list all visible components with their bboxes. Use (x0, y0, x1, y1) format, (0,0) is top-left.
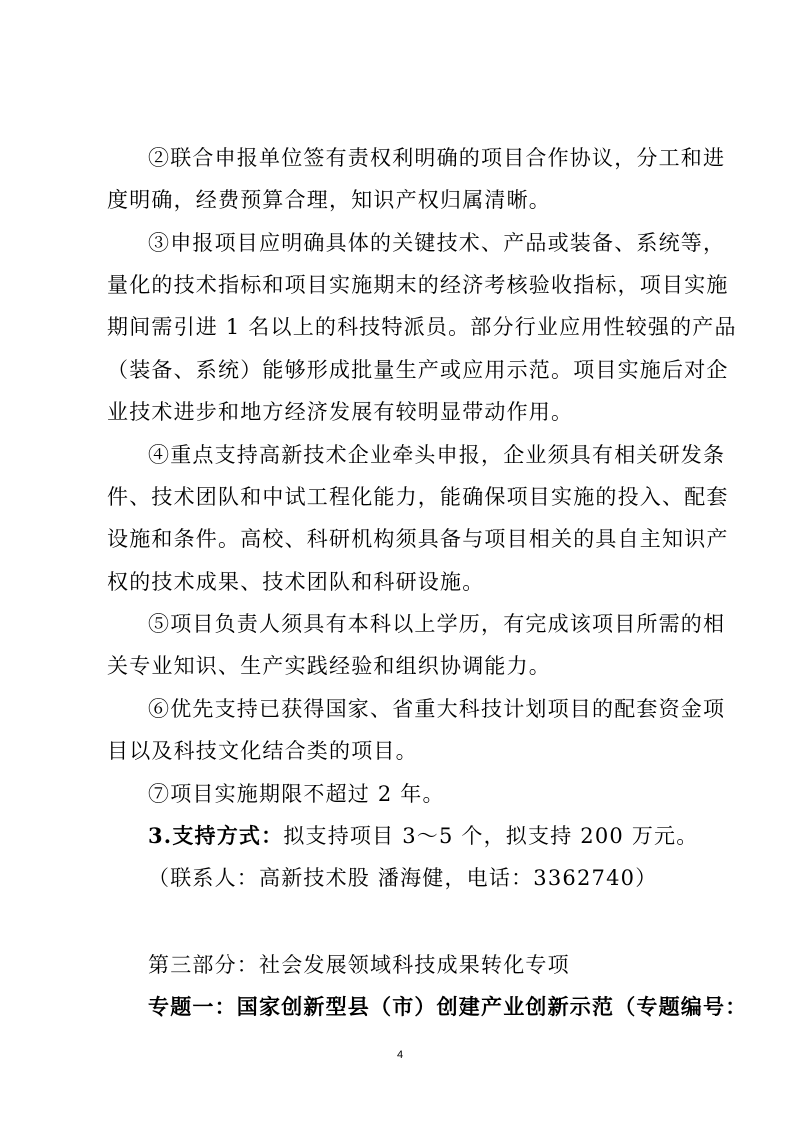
paragraph-2-line-1: ②联合申报单位签有责权利明确的项目合作协议，分工和进 (148, 146, 726, 170)
support-method-line (148, 822, 698, 850)
paragraph-5-line-1: ⑤项目负责人须具有本科以上学历，有完成该项目所需的相 (148, 612, 726, 636)
paragraph-3-line-4: （装备、系统）能够形成批量生产或应用示范。项目实施后对企 (107, 358, 729, 382)
support-method-text: 拟支持项目 3～5 个，拟支持 200 万元。 (283, 824, 699, 848)
paragraph-3-line-3: 期间需引进 1 名以上的科技特派员。部分行业应用性较强的产品 (107, 315, 737, 339)
paragraph-7: ⑦项目实施期限不超过 2 年。 (148, 782, 445, 806)
paragraph-5-line-2: 关专业知识、生产实践经验和组织协调能力。 (107, 654, 551, 678)
topic-one-heading: 专题一：国家创新型县（市）创建产业创新示范（专题编号： (148, 994, 748, 1019)
paragraph-4-line-4: 权的技术成果、技术团队和科研设施。 (107, 570, 485, 594)
paragraph-2-line-2: 度明确，经费预算合理，知识产权归属清晰。 (107, 188, 551, 212)
paragraph-6-line-2: 目以及科技文化结合类的项目。 (107, 739, 418, 763)
contact-line: （联系人：高新技术股 潘海健，电话：3362740） (148, 866, 658, 890)
paragraph-4-line-1: ④重点支持高新技术企业牵头申报，企业须具有相关研发条 (148, 443, 726, 467)
paragraph-3-line-5: 业技术进步和地方经济发展有较明显带动作用。 (107, 400, 574, 424)
paragraph-3-line-1: ③申报项目应明确具体的关键技术、产品或装备、系统等， (148, 231, 726, 255)
paragraph-4-line-3: 设施和条件。高校、科研机构须具备与项目相关的具自主知识产 (107, 527, 729, 551)
page-number: 4 (396, 1049, 404, 1061)
support-method-label: 3.支持方式： (148, 823, 284, 848)
part-three-heading: 第三部分：社会发展领域科技成果转化专项 (148, 953, 570, 977)
paragraph-4-line-2: 件、技术团队和中试工程化能力，能确保项目实施的投入、配套 (107, 485, 729, 509)
paragraph-6-line-1: ⑥优先支持已获得国家、省重大科技计划项目的配套资金项 (148, 697, 726, 721)
paragraph-3-line-2: 量化的技术指标和项目实施期末的经济考核验收指标，项目实施 (107, 273, 729, 297)
